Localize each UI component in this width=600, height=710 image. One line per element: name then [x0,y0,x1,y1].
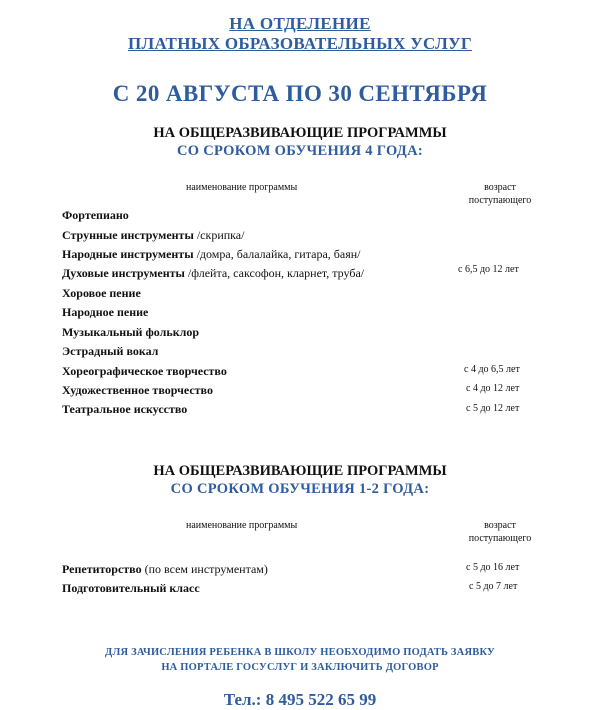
program-name: Эстрадный вокал [62,344,159,358]
program-name: Художественное творчество [62,383,213,397]
header [0,14,600,54]
age-range-music: с 6,5 до 12 лет [458,264,519,275]
program-row [62,305,148,320]
age-range: с 5 до 16 лет [466,562,520,573]
section2-subheading: СО СРОКОМ ОБУЧЕНИЯ 1-2 ГОДА: [170,481,430,497]
program-row [62,228,244,243]
section1-subheading: СО СРОКОМ ОБУЧЕНИЯ 4 ГОДА: [177,143,423,159]
program-name: Струнные инструменты [62,228,194,242]
section1-col-program: наименование программы [186,182,298,193]
header-line-2: ПЛАТНЫХ ОБРАЗОВАТЕЛЬНЫХ УСЛУГ [127,34,473,53]
program-row [62,325,199,340]
program-row [62,247,360,262]
program-name: Народные инструменты [62,247,194,261]
program-row [62,581,200,596]
program-name: Музыкальный фольклор [62,325,200,339]
program-name: Духовые инструменты [62,266,185,280]
col-age-line-1: возраст [484,182,516,193]
age-range: с 5 до 7 лет [469,581,518,592]
section1-col-age [450,181,550,207]
age-range-art: с 4 до 12 лет [466,383,520,394]
program-row [62,383,213,398]
program-detail: /флейта, саксофон, кларнет, труба/ [184,266,365,280]
program-row [62,208,129,223]
section2-col-age [450,519,550,545]
age-range-theatre: с 5 до 12 лет [466,403,520,414]
dates-heading: С 20 АВГУСТА ПО 30 СЕНТЯБРЯ [112,81,488,106]
section2-col-program: наименование программы [186,520,298,531]
program-name: Хореографическое творчество [62,364,227,378]
program-name: Хоровое пение [62,286,141,300]
program-detail: /домра, балалайка, гитара, баян/ [193,247,361,261]
section1-heading: НА ОБЩЕРАЗВИВАЮЩИЕ ПРОГРАММЫ [153,125,447,141]
age-range-choreography: с 4 до 6,5 лет [464,364,520,375]
section2-heading: НА ОБЩЕРАЗВИВАЮЩИЕ ПРОГРАММЫ [153,463,447,479]
program-row [62,562,268,577]
col-age-line-2: поступающего [468,533,532,544]
program-row [62,266,364,281]
program-row [62,286,141,301]
enrollment-note [0,645,600,675]
col-age-line-1: возраст [484,520,516,531]
program-name: Народное пение [62,305,149,319]
program-name: Фортепиано [62,208,129,222]
col-age-line-2: поступающего [468,195,532,206]
program-detail: (по всем инструментам) [141,562,268,576]
section1-header [0,124,600,160]
program-name: Театральное искусство [62,402,188,416]
phone-number: Тел.: 8 495 522 65 99 [223,690,377,709]
header-line-1: НА ОТДЕЛЕНИЕ [229,14,371,33]
program-name: Подготовительный класс [62,581,200,595]
program-name: Репетиторство [62,562,142,576]
program-row [62,402,187,417]
program-detail: /скрипка/ [193,228,245,242]
program-row [62,364,227,379]
enrollment-note-line-1: ДЛЯ ЗАЧИСЛЕНИЯ РЕБЕНКА В ШКОЛУ НЕОБХОДИМО ПОДАТЬ ЗАЯВКУ [105,647,495,658]
program-row [62,344,158,359]
enrollment-note-line-2: НА ПОРТАЛЕ ГОСУСЛУГ И ЗАКЛЮЧИТЬ ДОГОВОР [161,662,439,673]
section2-header [0,462,600,498]
